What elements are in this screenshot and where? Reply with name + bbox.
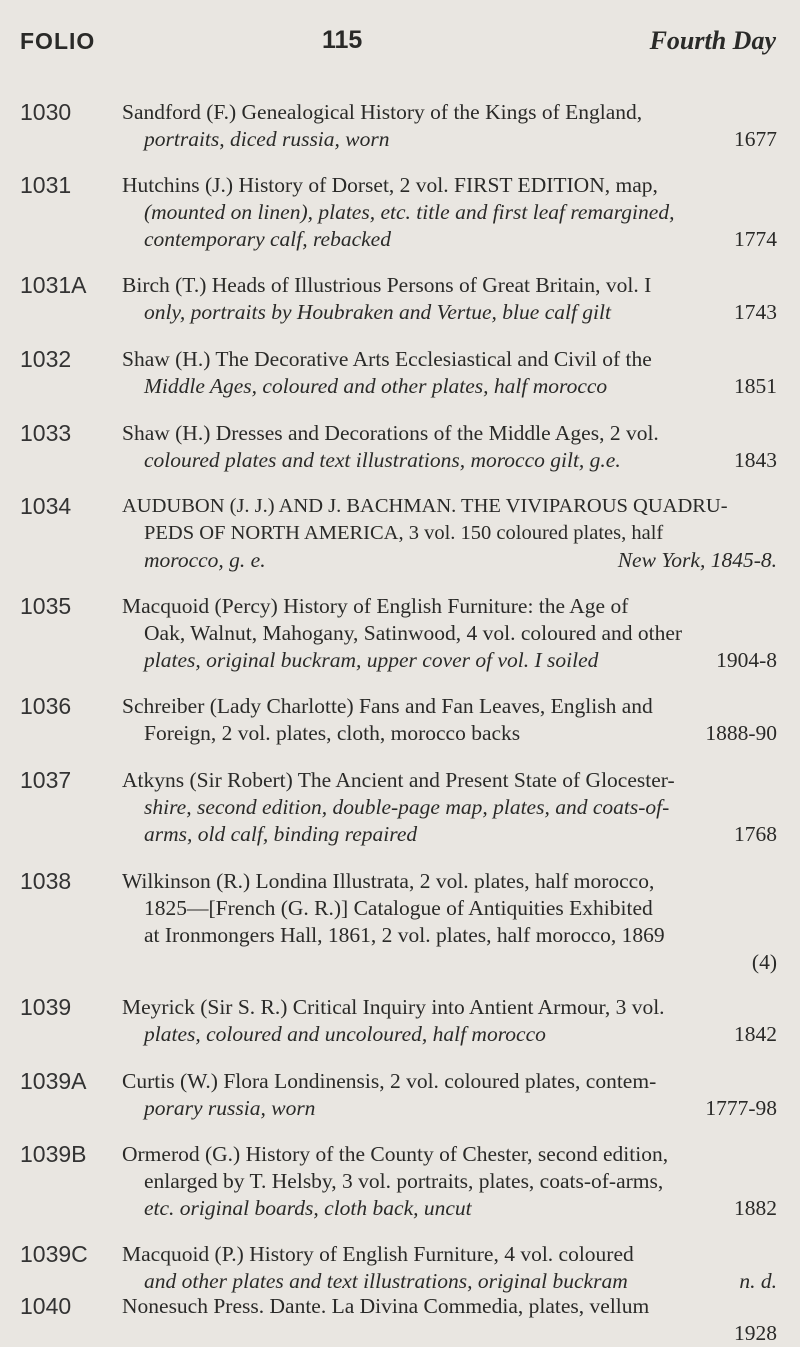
lot-number: 1040	[20, 1293, 72, 1319]
entry-description	[122, 994, 777, 1048]
entry-description	[122, 272, 777, 326]
entry-line: AUDUBON (J. J.) AND J. BACHMAN. THE VIVIPAROUS QUADRU-	[122, 495, 728, 517]
entry-line	[122, 1021, 777, 1048]
page-header	[20, 26, 776, 66]
entry-description	[122, 1068, 777, 1122]
entry-line: Sandford (F.) Genealogical History of the Kings of England,	[122, 100, 643, 124]
entry-date: n. d.	[739, 1269, 777, 1293]
entry-date: 1851	[734, 374, 777, 398]
entry-line: Hutchins (J.) History of Dorset, 2 vol. FIRST EDITION, map,	[122, 173, 658, 197]
lot-number: 1030	[20, 99, 72, 125]
entry-line-text: etc. original boards, cloth back, uncut	[144, 1196, 472, 1220]
entry-date: 1904-8	[716, 648, 777, 672]
entry-line: Meyrick (Sir S. R.) Critical Inquiry into Antient Armour, 3 vol.	[122, 995, 665, 1019]
entry-line: Nonesuch Press. Dante. La Divina Commedia, plates, vellum	[122, 1294, 650, 1318]
entry-line-text: plates, original buckram, upper cover of vol. I soiled	[144, 648, 599, 672]
entry-line	[122, 447, 777, 474]
lot-number: 1039C	[20, 1241, 88, 1267]
entry-line	[122, 1268, 777, 1295]
lot-number: 1032	[20, 346, 72, 372]
entry-line: Schreiber (Lady Charlotte) Fans and Fan Leaves, English and	[122, 694, 653, 718]
entry-line: Shaw (H.) Dresses and Decorations of the Middle Ages, 2 vol.	[122, 421, 659, 445]
entry-description	[122, 1241, 777, 1295]
entry-line	[122, 821, 777, 848]
lot-number: 1039B	[20, 1141, 87, 1167]
entry-date: 1768	[734, 822, 777, 846]
entry-line	[122, 373, 777, 400]
entry-line-text: and other plates and text illustrations, original buckram	[144, 1269, 628, 1293]
entry-description	[122, 99, 777, 153]
lot-number: 1037	[20, 767, 72, 793]
entry-line-text: portraits, diced russia, worn	[144, 127, 390, 151]
entry-line	[122, 126, 777, 153]
entry-line	[122, 720, 777, 747]
entry-line	[122, 547, 777, 574]
entry-line-text: coloured plates and text illustrations, morocco gilt, g.e.	[144, 448, 621, 472]
entry-date: 1842	[734, 1022, 777, 1046]
entry-line: enlarged by T. Helsby, 3 vol. portraits, plates, coats-of-arms,	[144, 1169, 664, 1193]
lot-number: 1039A	[20, 1068, 87, 1094]
sale-day: Fourth Day	[649, 26, 776, 55]
entry-description	[122, 593, 777, 674]
entry-line	[122, 299, 777, 326]
entry-line: Macquoid (Percy) History of English Furniture: the Age of	[122, 594, 629, 618]
entry-description	[122, 346, 777, 400]
entry-line	[122, 1195, 777, 1222]
entry-date: (4)	[751, 950, 777, 974]
entry-line-text: arms, old calf, binding repaired	[144, 822, 418, 846]
entry-date: 1777-98	[705, 1096, 777, 1120]
entry-date: 1677	[734, 127, 777, 151]
entry-date: 1888-90	[705, 721, 777, 745]
entry-date: 1774	[734, 227, 777, 251]
entry-date: New York, 1845-8.	[617, 548, 777, 572]
entry-line: Curtis (W.) Flora Londinensis, 2 vol. coloured plates, contem-	[122, 1069, 657, 1093]
entry-line: Macquoid (P.) History of English Furniture, 4 vol. coloured	[122, 1242, 634, 1266]
entry-line	[122, 226, 777, 253]
entry-line-text: porary russia, worn	[144, 1096, 316, 1120]
lot-number: 1034	[20, 493, 72, 519]
entry-date: 1743	[734, 300, 777, 324]
folio-label: FOLIO	[20, 28, 96, 54]
entry-line	[122, 1095, 777, 1122]
entry-description	[122, 693, 777, 747]
entry-line: PEDS OF NORTH AMERICA, 3 vol. 150 coloured plates, half	[144, 522, 664, 544]
entry-line: Birch (T.) Heads of Illustrious Persons of Great Britain, vol. I	[122, 273, 652, 297]
entry-date: 1882	[734, 1196, 777, 1220]
entry-line	[122, 647, 777, 674]
entry-description	[122, 767, 777, 848]
entry-line: shire, second edition, double-page map, plates, and coats-of-	[144, 795, 670, 819]
entry-line-text: Middle Ages, coloured and other plates, half morocco	[144, 374, 608, 398]
entry-line-text: only, portraits by Houbraken and Vertue, blue calf gilt	[144, 300, 611, 324]
entry-description	[122, 420, 777, 474]
entry-line: at Ironmongers Hall, 1861, 2 vol. plates, half morocco, 1869	[144, 923, 665, 947]
entry-description	[122, 493, 777, 574]
entry-line-text: Foreign, 2 vol. plates, cloth, morocco backs	[144, 721, 521, 745]
entry-date: 1843	[734, 448, 777, 472]
entry-line-text: morocco, g. e.	[144, 548, 266, 572]
entry-line: 1825—[French (G. R.)] Catalogue of Antiquities Exhibited	[144, 896, 653, 920]
entry-line-text: contemporary calf, rebacked	[144, 227, 391, 251]
page-number: 115	[322, 26, 363, 54]
entry-description	[122, 1293, 777, 1347]
entry-description	[122, 172, 777, 253]
entry-description	[122, 1141, 777, 1222]
entry-line: Atkyns (Sir Robert) The Ancient and Present State of Glocester-	[122, 768, 675, 792]
entry-line: Wilkinson (R.) Londina Illustrata, 2 vol. plates, half morocco,	[122, 869, 655, 893]
lot-number: 1031A	[20, 272, 87, 298]
entry-line: (mounted on linen), plates, etc. title and first leaf remargined,	[144, 200, 675, 224]
lot-number: 1031	[20, 172, 72, 198]
entry-description	[122, 868, 777, 976]
entry-line: Shaw (H.) The Decorative Arts Ecclesiastical and Civil of the	[122, 347, 652, 371]
entry-line: Ormerod (G.) History of the County of Chester, second edition,	[122, 1142, 669, 1166]
lot-number: 1039	[20, 994, 72, 1020]
entry-line-text: plates, coloured and uncoloured, half morocco	[144, 1022, 546, 1046]
entry-date: 1928	[734, 1321, 777, 1345]
lot-number: 1033	[20, 420, 72, 446]
lot-number: 1038	[20, 868, 72, 894]
lot-number: 1036	[20, 693, 72, 719]
lot-number: 1035	[20, 593, 72, 619]
entry-line: Oak, Walnut, Mahogany, Satinwood, 4 vol. coloured and other	[144, 621, 683, 645]
